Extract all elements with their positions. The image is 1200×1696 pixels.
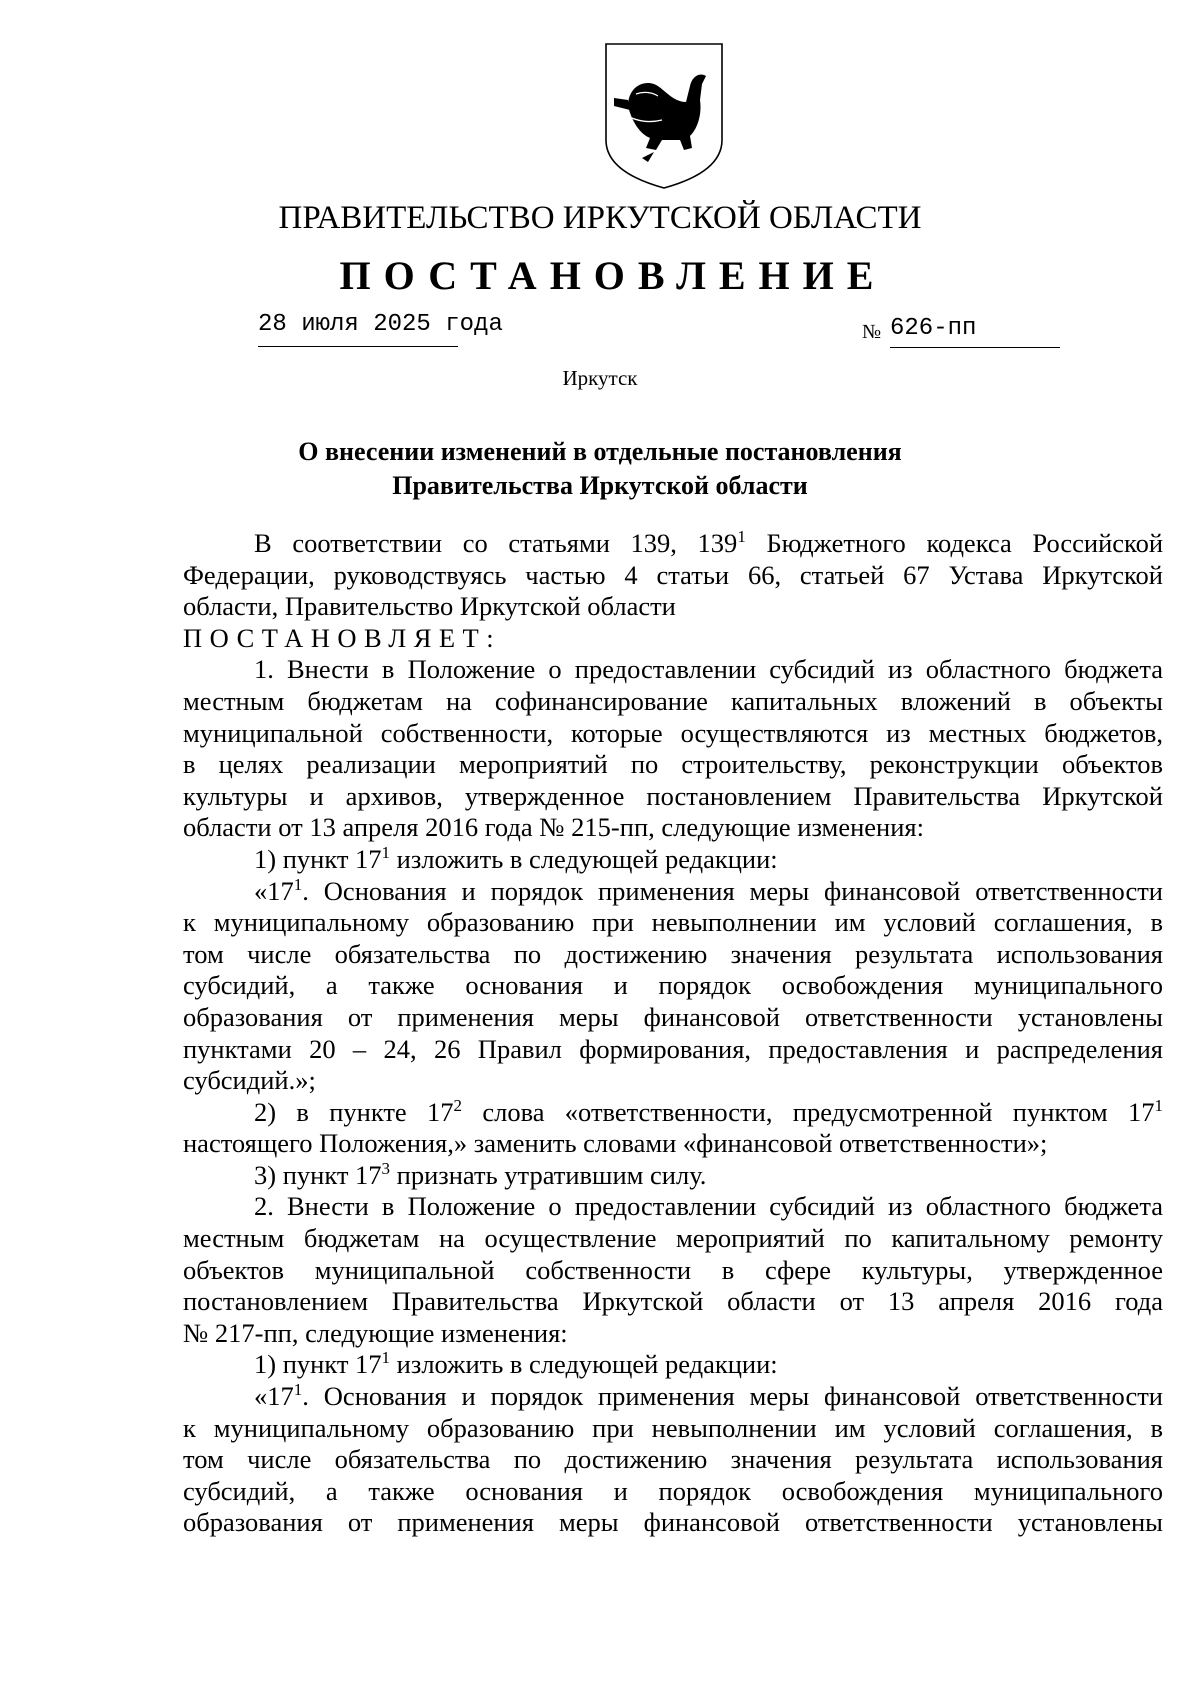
- date-underline: [258, 346, 458, 347]
- text-run: . Основания и порядок применения меры финансовой ответственности: [302, 875, 1163, 906]
- document-date: 28 июля 2025 года: [258, 311, 503, 338]
- text-run: 1) пункт 17: [254, 1349, 382, 1380]
- superscript: 1: [293, 874, 303, 894]
- body-line: [183, 876, 1163, 908]
- text-run: Бюджетного кодекса Российской: [745, 528, 1163, 558]
- superscript: 1: [737, 527, 746, 546]
- superscript: 1: [1154, 1095, 1163, 1115]
- body-line: субсидий.»;: [183, 1065, 316, 1096]
- superscript: 2: [453, 1095, 463, 1115]
- body-line: области, Правительство Иркутской области: [183, 591, 676, 622]
- body-line: культуры и архивов, утвержденное постановлением Правительства Иркутской: [183, 780, 1163, 811]
- superscript: 3: [381, 1158, 391, 1178]
- body-line: [183, 1160, 1163, 1192]
- body-line: [183, 844, 1163, 876]
- text-run: . Основания и порядок применения меры финансовой ответственности: [302, 1381, 1163, 1412]
- body-line: муниципальной собственности, которые осуществляются из местных бюджетов,: [183, 717, 1163, 748]
- superscript: 1: [381, 842, 391, 862]
- resolution-word: ПОСТАНОВЛЯЕТ:: [183, 622, 502, 653]
- number-underline: [890, 347, 1060, 348]
- body-line: Федерации, руководствуясь частью 4 статьи 66, статьей 67 Устава Иркутской: [183, 559, 1163, 590]
- superscript: 1: [381, 1348, 391, 1368]
- body-line: постановлением Правительства Иркутской области от 13 апреля 2016 года: [183, 1286, 1163, 1317]
- text-run: 1) пункт 17: [254, 843, 382, 874]
- text-run: изложить в следующей редакции:: [390, 843, 778, 874]
- body-line: том числе обязательства по достижению значения результата использования: [183, 1444, 1163, 1475]
- body-line: пунктами 20 – 24, 26 Правил формирования, предоставления и распределения: [183, 1033, 1163, 1064]
- number-sign: №: [862, 321, 882, 343]
- text-run: 2) в пункте 17: [254, 1096, 454, 1127]
- title-line: О внесении изменений в отдельные постановления: [298, 437, 902, 466]
- body-line: в целях реализации мероприятий по строительству, реконструкции объектов: [183, 749, 1163, 780]
- body-line: [183, 1349, 1163, 1381]
- document-number: 626-пп: [890, 315, 977, 342]
- text-run: изложить в следующей редакции:: [390, 1349, 778, 1380]
- superscript: 1: [293, 1380, 303, 1400]
- body-line: местным бюджетам на осуществление мероприятий по капитальному ремонту: [183, 1223, 1163, 1254]
- body-line: образования от применения меры финансовой ответственности установлены: [183, 1001, 1163, 1032]
- body-line: 1. Внести в Положение о предоставлении субсидий из областного бюджета: [254, 654, 1163, 685]
- text-run: «17: [254, 875, 294, 906]
- body-line: [183, 1381, 1163, 1413]
- body-line: том числе обязательства по достижению значения результата использования: [183, 938, 1163, 969]
- organization-name: ПРАВИТЕЛЬСТВО ИРКУТСКОЙ ОБЛАСТИ: [278, 200, 922, 236]
- text-run: признать утратившим силу.: [390, 1159, 707, 1190]
- body-line: 2. Внести в Положение о предоставлении субсидий из областного бюджета: [254, 1191, 1163, 1222]
- body-line: № 217-пп, следующие изменения:: [183, 1317, 568, 1348]
- text-run: 3) пункт 17: [254, 1159, 382, 1190]
- body-line: [183, 1097, 1163, 1129]
- body-line: объектов муниципальной собственности в сфере культуры, утвержденное: [183, 1254, 1163, 1285]
- body-line: настоящего Положения,» заменить словами «финансовой ответственности»;: [183, 1128, 1048, 1159]
- document-body: [183, 528, 1163, 1539]
- body-line: [183, 528, 1163, 560]
- irkutsk-coat-of-arms-icon: [602, 40, 726, 192]
- document-title: [0, 435, 1200, 503]
- body-line: к муниципальному образованию при невыполнении им условий соглашения, в: [183, 1412, 1163, 1443]
- body-line: местным бюджетам на софинансирование капитальных вложений в объекты: [183, 685, 1163, 716]
- body-line: субсидий, а также основания и порядок освобождения муниципального: [183, 1475, 1163, 1506]
- body-line: субсидий, а также основания и порядок освобождения муниципального: [183, 970, 1163, 1001]
- body-line: к муниципальному образованию при невыполнении им условий соглашения, в: [183, 907, 1163, 938]
- text-run: слова «ответственности, предусмотренной пунктом 17: [462, 1096, 1155, 1127]
- document-type: ПОСТАНОВЛЕНИЕ: [339, 253, 887, 298]
- body-line: образования от применения меры финансовой ответственности установлены: [183, 1507, 1163, 1538]
- city: Иркутск: [562, 366, 638, 390]
- body-line: области от 13 апреля 2016 года № 215-пп, следующие изменения:: [183, 812, 924, 843]
- text-run: В соответствии со статьями 139, 139: [254, 528, 738, 558]
- text-run: «17: [254, 1381, 294, 1412]
- title-line: Правительства Иркутской области: [392, 471, 808, 500]
